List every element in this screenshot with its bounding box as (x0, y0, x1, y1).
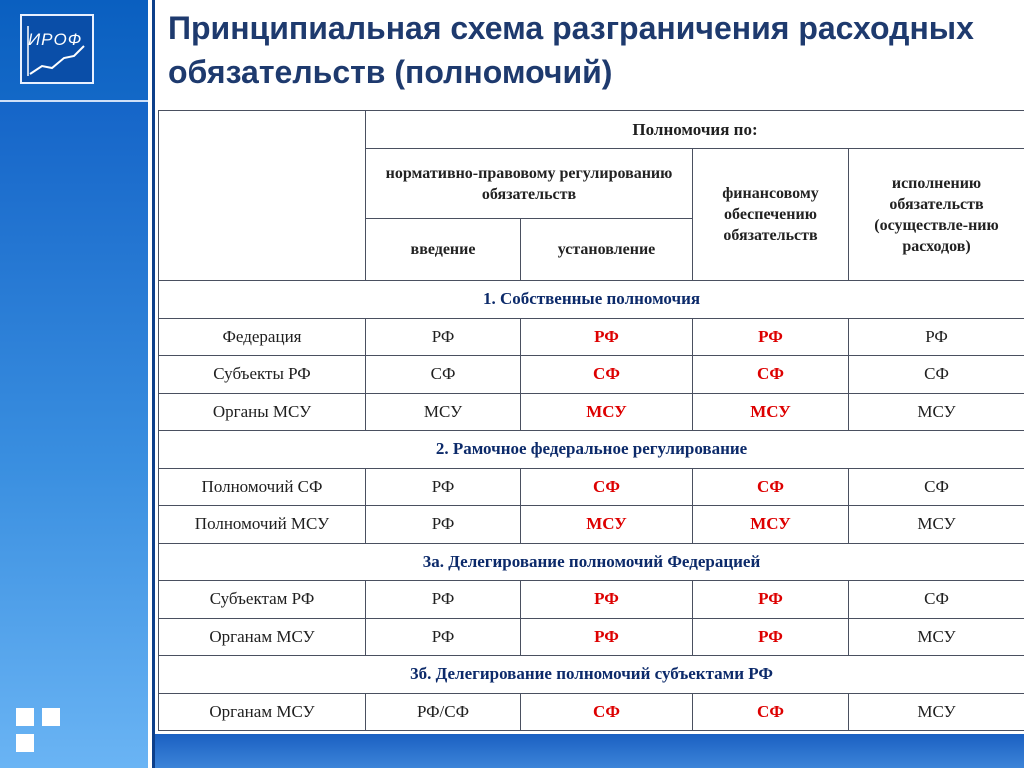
financing-cell: МСУ (693, 506, 849, 544)
section-title: 3а. Делегирование полномочий Федерацией (159, 543, 1024, 581)
execution-cell: МСУ (849, 506, 1024, 544)
row-label-cell: Полномочий МСУ (159, 506, 366, 544)
table-row (159, 693, 1024, 731)
establishment-cell: СФ (521, 468, 693, 506)
bottom-bar (155, 734, 1024, 768)
introduction-cell: РФ (366, 581, 521, 619)
header-establishment: установление (521, 219, 693, 281)
row-label-cell: Полномочий СФ (159, 468, 366, 506)
table-row (159, 618, 1024, 656)
powers-table (158, 110, 1024, 731)
introduction-cell: МСУ (366, 393, 521, 431)
table-row (159, 581, 1024, 619)
introduction-cell: РФ (366, 506, 521, 544)
header-regulation: нормативно-правовому регулированию обязательств (366, 149, 693, 219)
introduction-cell: РФ (366, 468, 521, 506)
logo-text: ИРОФ (28, 30, 83, 49)
row-label-cell: Субъектам РФ (159, 581, 366, 619)
section-title: 3б. Делегирование полномочий субъектами РФ (159, 656, 1024, 694)
page-title: Принципиальная схема разграничения расходных обязательств (полномочий) (168, 10, 974, 90)
square-icon (42, 708, 60, 726)
financing-cell: СФ (693, 468, 849, 506)
establishment-cell: МСУ (521, 393, 693, 431)
row-label-cell: Органам МСУ (159, 693, 366, 731)
section-title: 2. Рамочное федеральное регулирование (159, 431, 1024, 469)
financing-cell: СФ (693, 356, 849, 394)
section-row (159, 543, 1024, 581)
table-row (159, 318, 1024, 356)
establishment-cell: СФ (521, 356, 693, 394)
row-label-cell: Субъекты РФ (159, 356, 366, 394)
financing-cell: РФ (693, 581, 849, 619)
establishment-cell: РФ (521, 581, 693, 619)
section-row (159, 656, 1024, 694)
sidebar-divider (0, 100, 148, 102)
execution-cell: МСУ (849, 693, 1024, 731)
separator-line-dark (152, 0, 155, 768)
table-row (159, 356, 1024, 394)
introduction-cell: СФ (366, 356, 521, 394)
financing-cell: РФ (693, 618, 849, 656)
logo (20, 14, 94, 84)
header-introduction: введение (366, 219, 521, 281)
table-row (159, 393, 1024, 431)
financing-cell: РФ (693, 318, 849, 356)
header-financing: финансовому обеспечению обязательств (693, 149, 849, 281)
header-powers-by: Полномочия по: (366, 111, 1024, 149)
table-row (159, 468, 1024, 506)
header-corner-cell (159, 111, 366, 281)
execution-cell: СФ (849, 581, 1024, 619)
execution-cell: СФ (849, 356, 1024, 394)
introduction-cell: РФ/СФ (366, 693, 521, 731)
establishment-cell: СФ (521, 693, 693, 731)
establishment-cell: МСУ (521, 506, 693, 544)
introduction-cell: РФ (366, 618, 521, 656)
execution-cell: МСУ (849, 393, 1024, 431)
row-label-cell: Органы МСУ (159, 393, 366, 431)
section-title: 1. Собственные полномочия (159, 281, 1024, 319)
financing-cell: СФ (693, 693, 849, 731)
establishment-cell: РФ (521, 618, 693, 656)
section-row (159, 281, 1024, 319)
row-label-cell: Органам МСУ (159, 618, 366, 656)
introduction-cell: РФ (366, 318, 521, 356)
header-row-1 (159, 111, 1024, 149)
establishment-cell: РФ (521, 318, 693, 356)
execution-cell: РФ (849, 318, 1024, 356)
sidebar (0, 0, 148, 768)
section-row (159, 431, 1024, 469)
square-icon (16, 734, 34, 752)
execution-cell: МСУ (849, 618, 1024, 656)
table-row (159, 506, 1024, 544)
sidebar-gradient-band (0, 100, 148, 768)
row-label-cell: Федерация (159, 318, 366, 356)
financing-cell: МСУ (693, 393, 849, 431)
header-execution: исполнению обязательств (осуществле-нию расходов) (849, 149, 1024, 281)
square-icon (16, 708, 34, 726)
execution-cell: СФ (849, 468, 1024, 506)
logo-graph-icon (22, 16, 92, 82)
